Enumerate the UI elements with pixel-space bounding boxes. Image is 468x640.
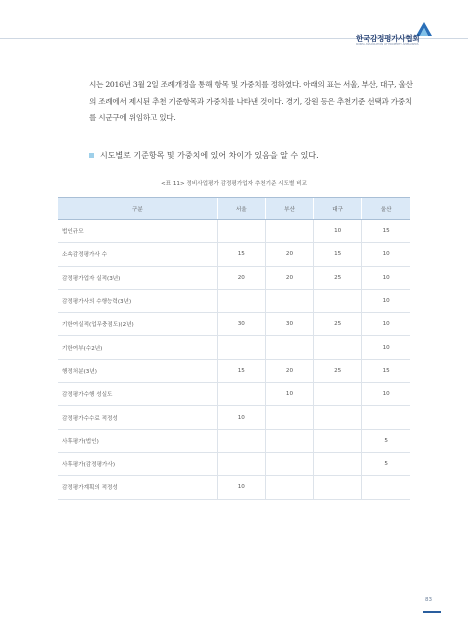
score-cell bbox=[314, 452, 362, 475]
table-row bbox=[58, 289, 410, 312]
table-row bbox=[58, 336, 410, 359]
score-cell: 10 bbox=[217, 406, 265, 429]
score-cell: 25 bbox=[314, 266, 362, 289]
score-cell: 10 bbox=[362, 383, 410, 406]
score-cell: 10 bbox=[362, 336, 410, 359]
score-cell: 10 bbox=[362, 289, 410, 312]
score-cell bbox=[314, 289, 362, 312]
page-number: 83 bbox=[425, 597, 432, 603]
criteria-comparison-table bbox=[58, 197, 410, 500]
table-row bbox=[58, 359, 410, 382]
score-cell bbox=[217, 452, 265, 475]
score-cell bbox=[362, 406, 410, 429]
score-cell: 10 bbox=[362, 313, 410, 336]
logo-subtext: KOREA ASSOCIATION OF PROPERTY APPRAISERS bbox=[356, 43, 419, 46]
score-cell: 15 bbox=[362, 220, 410, 243]
score-cell: 25 bbox=[314, 313, 362, 336]
score-cell: 10 bbox=[217, 476, 265, 499]
table-row bbox=[58, 476, 410, 499]
table-row bbox=[58, 383, 410, 406]
table-row bbox=[58, 243, 410, 266]
score-cell: 10 bbox=[362, 243, 410, 266]
score-cell bbox=[265, 220, 313, 243]
score-cell bbox=[265, 289, 313, 312]
score-cell: 20 bbox=[265, 243, 313, 266]
row-label-cell: 법인규모 bbox=[58, 220, 217, 243]
row-label-cell: 감정평가사의 수행능력(3년) bbox=[58, 289, 217, 312]
score-cell bbox=[265, 429, 313, 452]
score-cell bbox=[314, 406, 362, 429]
score-cell: 20 bbox=[265, 266, 313, 289]
score-cell bbox=[362, 476, 410, 499]
score-cell: 20 bbox=[265, 359, 313, 382]
table-header-cell: 대구 bbox=[314, 198, 362, 220]
table-header-cell: 구분 bbox=[58, 198, 217, 220]
table-header-cell: 서울 bbox=[217, 198, 265, 220]
score-cell bbox=[217, 429, 265, 452]
score-cell bbox=[314, 336, 362, 359]
score-cell bbox=[217, 336, 265, 359]
score-cell: 15 bbox=[362, 359, 410, 382]
score-cell bbox=[265, 476, 313, 499]
score-cell: 5 bbox=[362, 429, 410, 452]
table-row bbox=[58, 313, 410, 336]
square-bullet-icon bbox=[89, 153, 94, 158]
score-cell: 20 bbox=[217, 266, 265, 289]
row-label-cell: 감정평가수행 성실도 bbox=[58, 383, 217, 406]
score-cell: 30 bbox=[265, 313, 313, 336]
score-cell: 5 bbox=[362, 452, 410, 475]
score-cell bbox=[265, 336, 313, 359]
row-label-cell: 소속감정평가사 수 bbox=[58, 243, 217, 266]
table-row bbox=[58, 266, 410, 289]
table-row bbox=[58, 220, 410, 243]
table-row bbox=[58, 406, 410, 429]
score-cell bbox=[314, 383, 362, 406]
table-header-cell: 울산 bbox=[362, 198, 410, 220]
page-number-rule bbox=[423, 611, 441, 613]
row-label-cell: 행정처분(3년) bbox=[58, 359, 217, 382]
score-cell bbox=[217, 289, 265, 312]
table-header-row bbox=[58, 198, 410, 220]
score-cell: 10 bbox=[362, 266, 410, 289]
bullet-item bbox=[89, 150, 319, 161]
row-label-cell: 기한여부(수2년) bbox=[58, 336, 217, 359]
table-header-cell: 부산 bbox=[265, 198, 313, 220]
association-logo bbox=[356, 24, 438, 44]
score-cell: 15 bbox=[217, 243, 265, 266]
score-cell: 15 bbox=[314, 243, 362, 266]
row-label-cell: 기한여실적(업무충점도)(2년) bbox=[58, 313, 217, 336]
row-label-cell: 감정평가계획의 적정성 bbox=[58, 476, 217, 499]
score-cell bbox=[265, 406, 313, 429]
row-label-cell: 감정평가업자 실적(3년) bbox=[58, 266, 217, 289]
table-caption: <표 11> 정비사업평가 감정평가업자 추천기준 시도별 비교 bbox=[160, 181, 308, 187]
bullet-text: 시도별로 기준항목 및 가중치에 있어 차이가 있음을 알 수 있다. bbox=[100, 151, 319, 160]
table-row bbox=[58, 429, 410, 452]
row-label-cell: 사후평가(법인) bbox=[58, 429, 217, 452]
score-cell bbox=[265, 452, 313, 475]
score-cell bbox=[314, 476, 362, 499]
score-cell: 15 bbox=[217, 359, 265, 382]
score-cell bbox=[217, 220, 265, 243]
intro-paragraph: 시는 2016년 3월 2일 조례개정을 통해 항목 및 가중치를 정하였다. 아래의 표는 서울, 부산, 대구, 울산의 조례에서 제시된 추천 기준항목과 가중치를 나타낸 것이다. 경기, 강원 등은 추천기준 선택과 가중치를 시군구에 위임하고 있다. bbox=[89, 80, 413, 122]
table-row bbox=[58, 452, 410, 475]
score-cell: 25 bbox=[314, 359, 362, 382]
logo-text: 한국감정평가사협회 bbox=[356, 34, 420, 43]
score-cell: 10 bbox=[314, 220, 362, 243]
score-cell bbox=[314, 429, 362, 452]
row-label-cell: 사후평가(감정평가사) bbox=[58, 452, 217, 475]
score-cell: 10 bbox=[265, 383, 313, 406]
row-label-cell: 감정평가수수료 적정성 bbox=[58, 406, 217, 429]
score-cell bbox=[217, 383, 265, 406]
score-cell: 30 bbox=[217, 313, 265, 336]
